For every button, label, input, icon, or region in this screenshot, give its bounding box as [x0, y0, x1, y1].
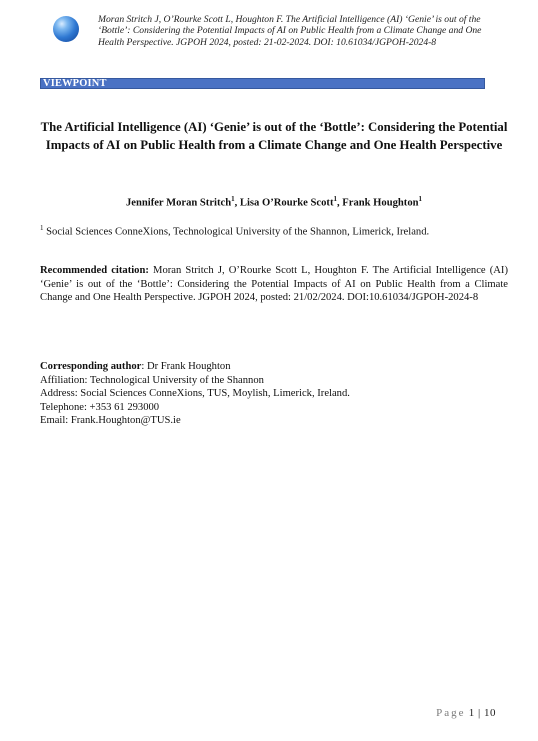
article-title: The Artificial Intelligence (AI) ‘Genie’ is out of the ‘Bottle’: Considering the Potential Impacts of AI on Public Health from a Climate Change and One Health Perspective	[40, 120, 508, 152]
author-separator: ,	[336, 197, 343, 209]
affiliation	[40, 222, 508, 239]
author-affiliation-mark: 1	[418, 195, 423, 203]
section-label: VIEWPOINT	[43, 78, 107, 89]
page-separator: |	[474, 707, 484, 719]
corresponding-email: Email: Frank.Houghton@TUS.ie	[40, 415, 181, 427]
author-name: Lisa O’Rourke Scott	[239, 197, 334, 209]
affiliation-text: Social Sciences ConneXions, Technological University of the Shannon, Limerick, Ireland.	[43, 226, 430, 238]
corresponding-author	[40, 360, 508, 374]
section-bar	[40, 78, 485, 89]
corresponding-affiliation: Affiliation: Technological University of the Shannon	[40, 374, 264, 386]
page-number: 1	[468, 707, 475, 719]
corresponding-telephone: Telephone: +353 61 293000	[40, 401, 160, 413]
corresponding-author-block	[40, 360, 508, 428]
corresponding-label: Corresponding author	[40, 361, 142, 372]
running-head: Moran Stritch J, O’Rourke Scott L, Houghton F. The Artificial Intelligence (AI) ‘Genie’ is out of the ‘Bottle’: Considering the Potential Impacts of AI on Public Health from a Climate Change and One Health Perspective. JGPOH 2024, posted: 21-02-2024. DOI: 10.61034/JGPOH-2024-8	[98, 14, 482, 48]
recommended-citation	[40, 264, 508, 305]
author-name: Jennifer Moran Stritch	[125, 197, 232, 209]
author-separator: ,	[234, 197, 240, 209]
citation-label: Recommended citation:	[40, 265, 149, 276]
author-name: Frank Houghton	[342, 197, 419, 209]
page-footer	[436, 707, 496, 719]
corresponding-name: : Dr Frank Houghton	[141, 361, 231, 372]
page-total: 10	[484, 707, 496, 719]
page-word: Page	[436, 707, 466, 719]
journal-logo	[53, 16, 79, 42]
affiliation-mark: 1	[40, 224, 44, 232]
author-affiliation-mark: 1	[333, 195, 337, 203]
author-affiliation-mark: 1	[231, 195, 235, 203]
author-list	[40, 193, 508, 210]
citation-text: Moran Stritch J, O’Rourke Scott L, Houghton F. The Artificial Intelligence (AI) ‘Genie’ is out of the ‘Bottle’: Considering the Potential Impacts of AI on Public Health from a Climate Change and One Health Perspective. JGPOH 2024, posted: 21/02/2024. DOI:10.61034/JGPOH-2024-8	[40, 265, 508, 304]
corresponding-address: Address: Social Sciences ConneXions, TUS, Moylish, Limerick, Ireland.	[40, 388, 350, 400]
